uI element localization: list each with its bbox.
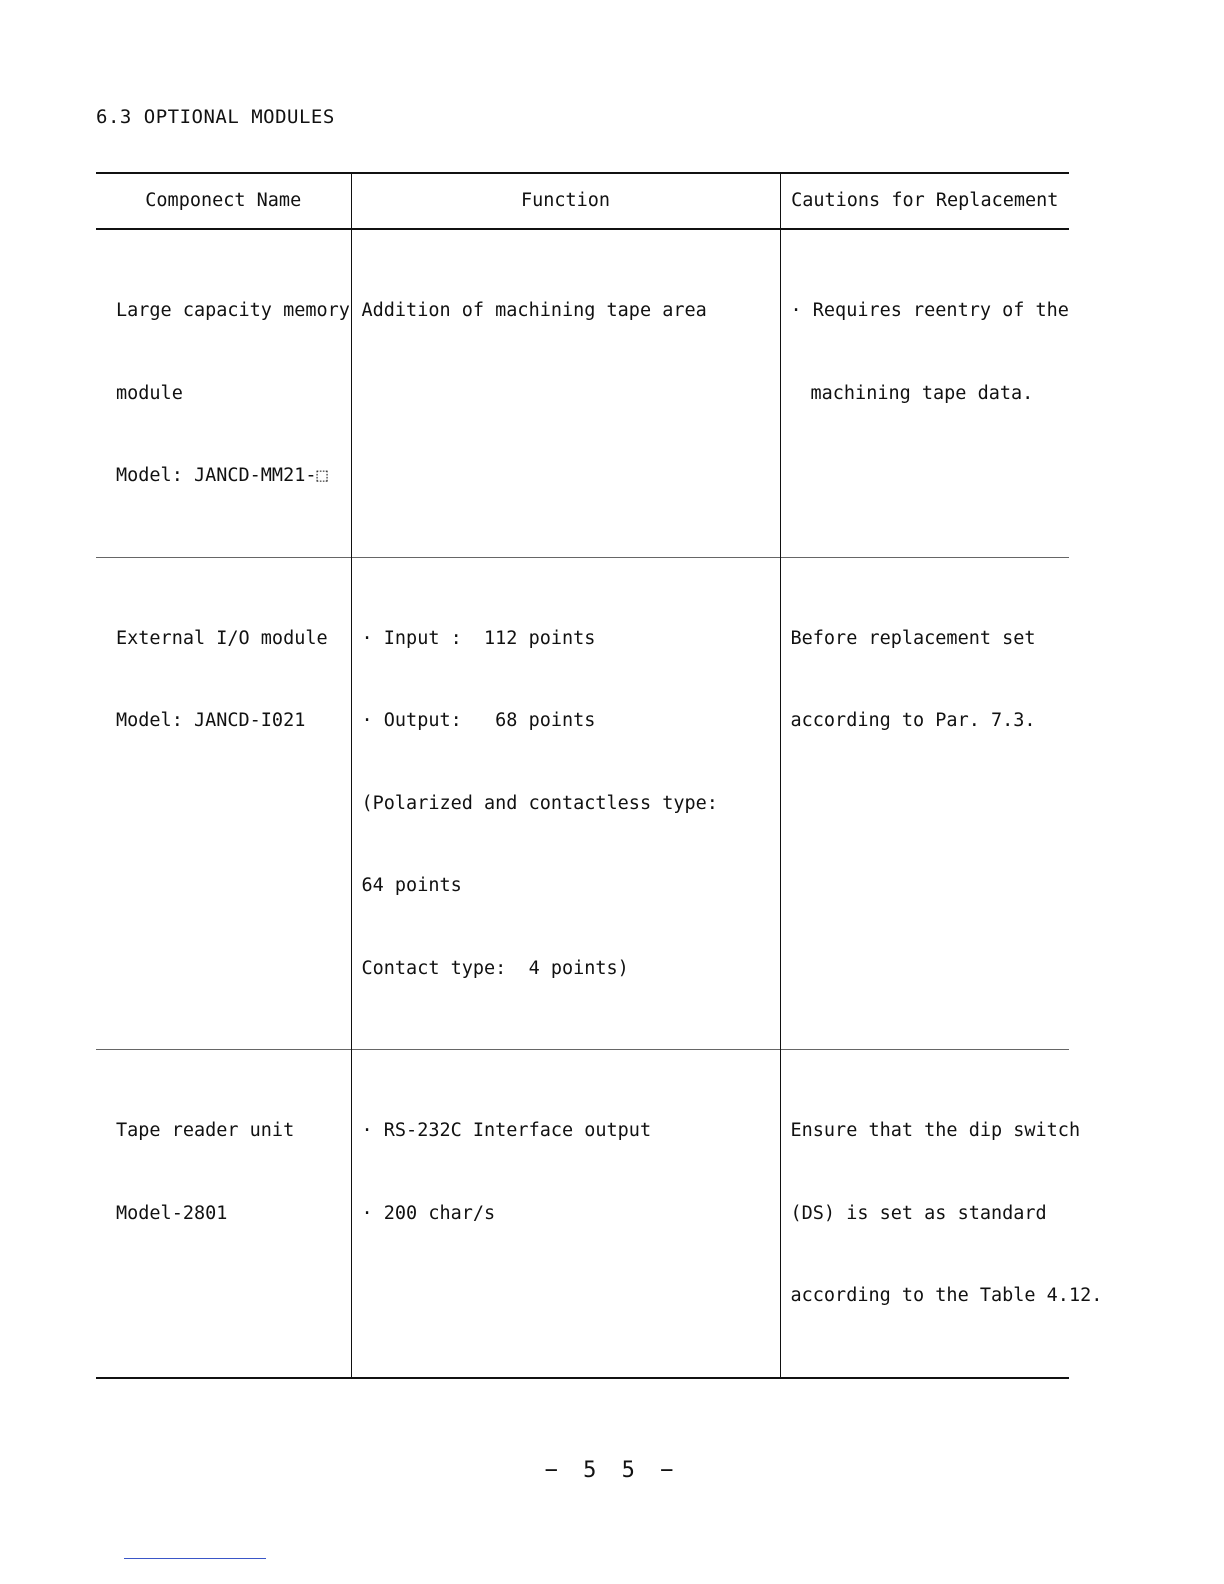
function-line: (Polarized and contactless type: xyxy=(361,792,718,814)
name-line: Tape reader unit xyxy=(116,1120,295,1141)
caution-line: (DS) is set as standard xyxy=(790,1202,1047,1224)
section-title: 6.3 OPTIONAL MODULES xyxy=(96,106,335,128)
function-line: · RS-232C Interface output xyxy=(361,1120,652,1141)
page-number: − 5 5 − xyxy=(544,1458,680,1483)
cell-component-name xyxy=(96,229,351,557)
caution-line: according to Par. 7.3. xyxy=(790,710,1036,731)
function-line: 64 points xyxy=(361,875,462,896)
cell-component-name xyxy=(96,1050,351,1378)
cell-component-name xyxy=(96,557,351,1050)
caution-line: according to the Table 4.12. xyxy=(790,1285,1103,1306)
name-line: module xyxy=(116,382,183,404)
name-line: Model: JANCD-MM21-⬚ xyxy=(116,465,328,486)
name-line: Large capacity memory xyxy=(116,300,350,321)
header-function: Function xyxy=(351,173,780,229)
cell-function xyxy=(351,557,780,1050)
cell-cautions xyxy=(780,1050,1103,1378)
caution-line: machining tape data. xyxy=(810,382,1034,404)
header-cautions: Cautions for Replacement xyxy=(791,190,1059,212)
caution-line: · Requires reentry of the xyxy=(790,300,1069,321)
function-line: Addition of machining tape area xyxy=(361,300,707,321)
name-line: External I/O module xyxy=(116,627,328,649)
header-component-name: Componect Name xyxy=(96,173,351,229)
function-line: · Output: 68 points xyxy=(361,710,596,731)
table-row xyxy=(96,557,1069,1050)
cell-function xyxy=(351,1050,780,1378)
name-line: Model: JANCD-I021 xyxy=(116,710,306,731)
cell-cautions xyxy=(780,557,1069,1050)
function-line: Contact type: 4 points) xyxy=(361,957,629,979)
table-row xyxy=(96,1050,1069,1378)
footer-rule xyxy=(124,1558,266,1559)
optional-modules-table xyxy=(96,172,1103,1379)
function-line: · Input : 112 points xyxy=(361,627,596,649)
table-header-row xyxy=(96,173,1069,229)
function-line: · 200 char/s xyxy=(361,1202,496,1224)
cell-cautions xyxy=(780,229,1069,557)
cell-function xyxy=(351,229,780,557)
table-row xyxy=(96,229,1069,557)
caution-line: Ensure that the dip switch xyxy=(790,1120,1081,1141)
caution-line: Before replacement set xyxy=(790,627,1036,649)
name-line: Model-2801 xyxy=(116,1202,228,1224)
